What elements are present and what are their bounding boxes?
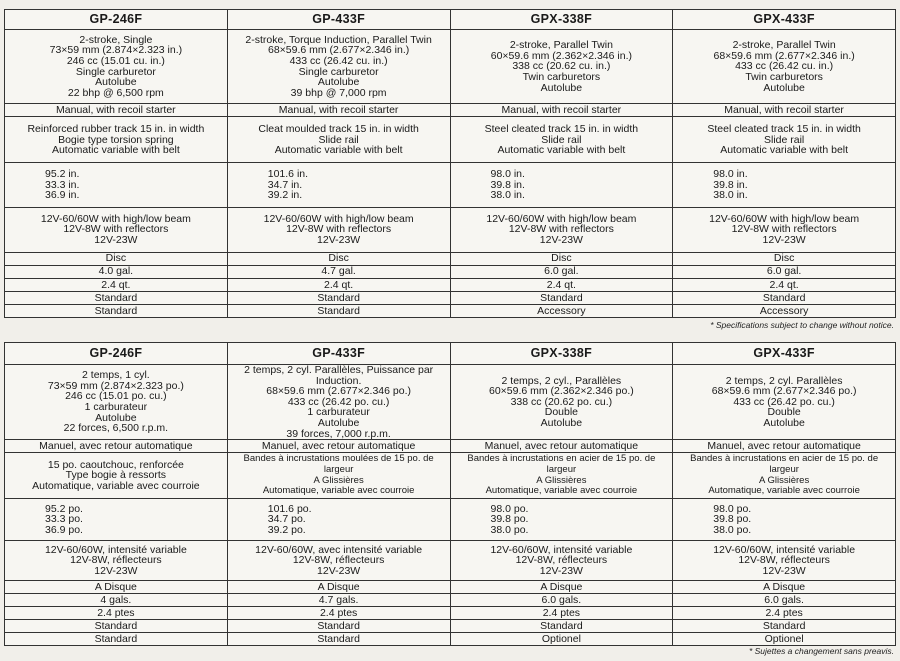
spec-cell: Manual, with recoil starter	[227, 104, 450, 117]
spec-cell: 2.4 ptes	[450, 607, 673, 620]
spec-cell: Standard	[673, 291, 896, 304]
spec-cell: 95.2 po. 33.3 po. 36.9 po.	[5, 499, 228, 541]
spec-cell: Accessory	[673, 304, 896, 317]
spec-cell: Standard	[227, 304, 450, 317]
fuel-row	[5, 594, 896, 607]
spec-cell: 12V-60/60W with high/low beam 12V-8W with reflectors 12V-23W	[450, 207, 673, 252]
spec-cell: 4.7 gals.	[227, 594, 450, 607]
engine-row	[5, 365, 896, 440]
model-header: GPX-433F	[673, 343, 896, 365]
track-row	[5, 117, 896, 163]
model-header-row	[5, 10, 896, 30]
model-header: GP-433F	[227, 343, 450, 365]
spec-cell: A Disque	[227, 581, 450, 594]
spec-cell: Standard	[227, 291, 450, 304]
spec-cell: Standard	[227, 633, 450, 646]
oil-row	[5, 607, 896, 620]
spec-cell: Steel cleated track 15 in. in width Slide rail Automatic variable with belt	[450, 117, 673, 163]
spec-cell: 4.0 gal.	[5, 265, 228, 278]
spec-cell: 6.0 gals.	[673, 594, 896, 607]
dimensions-row	[5, 499, 896, 541]
spec-cell: 2-stroke, Parallel Twin 60×59.6 mm (2.362×2.346 in.) 338 cc (20.62 cu. in.) Twin carburetors Autolube	[450, 30, 673, 104]
spec-cell: Standard	[5, 304, 228, 317]
spec-cell: 12V-60/60W, intensité variable 12V-8W, réflecteurs 12V-23W	[450, 541, 673, 581]
spec-cell: 101.6 in. 34.7 in. 39.2 in.	[227, 163, 450, 207]
engine-row	[5, 30, 896, 104]
lighting-row	[5, 541, 896, 581]
spec-cell: 12V-60/60W with high/low beam 12V-8W with reflectors 12V-23W	[673, 207, 896, 252]
spec-cell: Optionel	[450, 633, 673, 646]
spec-cell: 2.4 ptes	[673, 607, 896, 620]
spec-table-english	[4, 9, 896, 318]
spec-cell: Disc	[227, 252, 450, 265]
spec-cell: Standard	[5, 620, 228, 633]
equipment-row	[5, 633, 896, 646]
fuel-row	[5, 265, 896, 278]
equipment-row	[5, 291, 896, 304]
spec-cell: 12V-60/60W with high/low beam 12V-8W with reflectors 12V-23W	[227, 207, 450, 252]
spec-cell: 2.4 qt.	[450, 278, 673, 291]
spec-cell: 6.0 gal.	[673, 265, 896, 278]
spec-cell: Manuel, avec retour automatique	[673, 440, 896, 453]
spec-cell: Bandes à incrustations moulées de 15 po. de largeur A Glissières Automatique, variable avec courroie	[227, 453, 450, 499]
spec-cell: Manuel, avec retour automatique	[5, 440, 228, 453]
spec-cell: 6.0 gals.	[450, 594, 673, 607]
spec-cell: 12V-60/60W, avec intensité variable 12V-8W, réflecteurs 12V-23W	[227, 541, 450, 581]
model-header: GP-246F	[5, 10, 228, 30]
model-header: GP-433F	[227, 10, 450, 30]
model-header: GPX-433F	[673, 10, 896, 30]
spec-cell: Standard	[450, 620, 673, 633]
spec-cell: Standard	[5, 291, 228, 304]
starter-row	[5, 104, 896, 117]
spec-cell: Reinforced rubber track 15 in. in width Bogie type torsion spring Automatic variable with belt	[5, 117, 228, 163]
spec-cell: 2.4 qt.	[673, 278, 896, 291]
spec-cell: 2.4 ptes	[5, 607, 228, 620]
spec-cell: Disc	[5, 252, 228, 265]
spec-cell: Cleat moulded track 15 in. in width Slide rail Automatic variable with belt	[227, 117, 450, 163]
footnote-english: * Specifications subject to change without notice.	[710, 320, 894, 330]
brake-row	[5, 581, 896, 594]
spec-cell: 6.0 gal.	[450, 265, 673, 278]
spec-cell: 2 temps, 1 cyl. 73×59 mm (2.874×2.323 po.) 246 cc (15.01 po. cu.) 1 carburateur Autolube 22 forces, 6,500 r.p.m.	[5, 365, 228, 440]
model-header: GP-246F	[5, 343, 228, 365]
spec-cell: Manual, with recoil starter	[673, 104, 896, 117]
track-row	[5, 453, 896, 499]
spec-cell: Optionel	[673, 633, 896, 646]
spec-cell: Bandes à incrustations en acier de 15 po. de largeur A Glissières Automatique, variable avec courroie	[673, 453, 896, 499]
spec-cell: 4 gals.	[5, 594, 228, 607]
starter-row	[5, 440, 896, 453]
spec-cell: 2.4 ptes	[227, 607, 450, 620]
spec-cell: Standard	[450, 291, 673, 304]
model-header: GPX-338F	[450, 10, 673, 30]
spec-cell: 12V-60/60W, intensité variable 12V-8W, réflecteurs 12V-23W	[673, 541, 896, 581]
spec-cell: A Disque	[450, 581, 673, 594]
spec-cell: 95.2 in. 33.3 in. 36.9 in.	[5, 163, 228, 207]
spec-cell: 98.0 in. 39.8 in. 38.0 in.	[450, 163, 673, 207]
spec-cell: Standard	[5, 633, 228, 646]
oil-row	[5, 278, 896, 291]
spec-cell: 98.0 in. 39.8 in. 38.0 in.	[673, 163, 896, 207]
spec-cell: 2-stroke, Parallel Twin 68×59.6 mm (2.677×2.346 in.) 433 cc (26.42 cu. in.) Twin carburetors Autolube	[673, 30, 896, 104]
dimensions-row	[5, 163, 896, 207]
spec-cell: Bandes à incrustations en acier de 15 po. de largeur A Glissières Automatique, variable avec courroie	[450, 453, 673, 499]
model-header-row	[5, 343, 896, 365]
spec-cell: Standard	[673, 620, 896, 633]
brake-row	[5, 252, 896, 265]
spec-cell: A Disque	[5, 581, 228, 594]
spec-cell: 98.0 po. 39.8 po. 38.0 po.	[450, 499, 673, 541]
spec-cell: Manuel, avec retour automatique	[450, 440, 673, 453]
spec-cell: Disc	[673, 252, 896, 265]
spec-cell: 101.6 po. 34.7 po. 39.2 po.	[227, 499, 450, 541]
spec-cell: Manual, with recoil starter	[5, 104, 228, 117]
spec-cell: Accessory	[450, 304, 673, 317]
spec-cell: 2 temps, 2 cyl. Parallèles, Puissance par Induction. 68×59.6 mm (2.677×2.346 po.) 433 cc (26.42 po. cu.) 1 carburateur Autolube 39 forces, 7,000 r.p.m.	[227, 365, 450, 440]
equipment-row	[5, 620, 896, 633]
spec-cell: A Disque	[673, 581, 896, 594]
footnote-french: * Sujettes a changement sans preavis.	[748, 646, 894, 656]
spec-cell: 2.4 qt.	[5, 278, 228, 291]
spec-cell: Disc	[450, 252, 673, 265]
spec-cell: 2-stroke, Single 73×59 mm (2.874×2.323 in.) 246 cc (15.01 cu. in.) Single carburetor Autolube 22 bhp @ 6,500 rpm	[5, 30, 228, 104]
spec-cell: 12V-60/60W with high/low beam 12V-8W with reflectors 12V-23W	[5, 207, 228, 252]
spec-cell: 15 po. caoutchouc, renforcée Type bogie à ressorts Automatique, variable avec courroie	[5, 453, 228, 499]
lighting-row	[5, 207, 896, 252]
spec-cell: 2.4 qt.	[227, 278, 450, 291]
spec-cell: 4.7 gal.	[227, 265, 450, 278]
spec-cell: 2-stroke, Torque Induction, Parallel Twin 68×59.6 mm (2.677×2.346 in.) 433 cc (26.42 cu. in.) Single carburetor Autolube 39 bhp @ 7,000 rpm	[227, 30, 450, 104]
equipment-row	[5, 304, 896, 317]
model-header: GPX-338F	[450, 343, 673, 365]
spec-table-french	[4, 342, 896, 646]
spec-cell: Standard	[227, 620, 450, 633]
spec-cell: 12V-60/60W, intensité variable 12V-8W, réflecteurs 12V-23W	[5, 541, 228, 581]
spec-cell: 98.0 po. 39.8 po. 38.0 po.	[673, 499, 896, 541]
spec-cell: 2 temps, 2 cyl. Parallèles 68×59.6 mm (2.677×2.346 po.) 433 cc (26.42 po. cu.) Double Autolube	[673, 365, 896, 440]
spec-cell: 2 temps, 2 cyl., Parallèles 60×59.6 mm (2.362×2.346 po.) 338 cc (20.62 po. cu.) Double Autolube	[450, 365, 673, 440]
spec-cell: Manual, with recoil starter	[450, 104, 673, 117]
spec-cell: Manuel, avec retour automatique	[227, 440, 450, 453]
spec-cell: Steel cleated track 15 in. in width Slide rail Automatic variable with belt	[673, 117, 896, 163]
